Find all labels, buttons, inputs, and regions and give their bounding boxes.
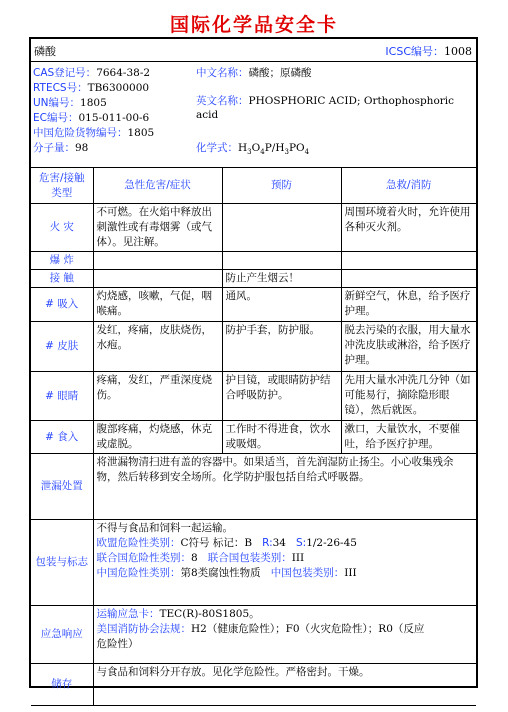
cn-goods-value: 1805 — [127, 127, 155, 139]
row-spill — [31, 454, 476, 520]
rtecs-label: RTECS号： — [33, 82, 88, 94]
row-type: 爆 炸 — [31, 252, 93, 270]
transport-card: 运输应急卡：TEC(R)-80S1805。 — [96, 608, 260, 620]
name-row — [31, 39, 476, 62]
row-prevention: 工作时不得进食，饮水或吸烟。 — [222, 421, 341, 454]
storage-label: 储存 — [31, 664, 93, 706]
row-skin — [31, 322, 476, 372]
header-firstaid: 急救/消防 — [341, 168, 476, 204]
emergency-text — [93, 606, 476, 664]
row-packaging — [31, 520, 476, 606]
hazard-table — [31, 167, 476, 706]
cn-goods-field — [33, 126, 154, 140]
header-prevention: 预防 — [222, 168, 341, 204]
cas-field — [33, 66, 150, 80]
row-prevention — [222, 252, 341, 270]
cn-goods-label: 中国危险货物编号： — [33, 127, 128, 139]
row-symptoms: 不可燃。在火焰中释放出刺激性或有毒烟雾（或气体）。见注解。 — [93, 204, 222, 252]
packaging-label: 包装与标志 — [31, 520, 93, 606]
row-fire — [31, 204, 476, 252]
card-title: 国际化学品安全卡 — [169, 14, 338, 36]
icsc-value: 1008 — [444, 45, 472, 58]
row-symptoms: 腹部疼痛，灼烧感，休克或虚脱。 — [93, 421, 222, 454]
packaging-text — [93, 520, 476, 606]
en-name-value: PHOSPHORIC ACID; Orthophosphoric — [248, 95, 455, 107]
row-firstaid: 脱去污染的衣服，用大量水冲洗皮肤或淋浴，给予医疗护理。 — [341, 322, 476, 372]
row-symptoms: 发红，疼痛，皮肤烧伤，水疱。 — [93, 322, 222, 372]
emergency-label: 应急响应 — [31, 606, 93, 664]
un-label: UN编号： — [33, 97, 81, 109]
en-name-field — [196, 94, 454, 108]
header-symptoms: 急性危害/症状 — [93, 168, 222, 204]
mw-label: 分子量： — [33, 142, 75, 154]
row-prevention: 防止产生烟云！ — [222, 270, 341, 288]
formula-field — [196, 141, 309, 159]
row-type: 火 灾 — [31, 204, 93, 252]
ec-value: 015-011-00-6 — [78, 112, 150, 124]
chemical-name: 磷酸 — [34, 45, 56, 58]
row-symptoms: 疼痛，发红，严重深度烧伤。 — [93, 372, 222, 421]
mw-field — [33, 141, 88, 155]
en-name-continued: acid — [196, 109, 219, 121]
row-firstaid: 先用大量水冲洗几分钟（如可能易行，摘除隐形眼镜），然后就医。 — [341, 372, 476, 421]
cas-value: 7664-38-2 — [96, 67, 151, 79]
row-type: # 皮肤 — [31, 322, 93, 372]
row-symptoms — [93, 270, 222, 288]
cn-name-field — [196, 66, 312, 80]
nfpa-code: 美国消防协会法规：H2（健康危险性）；F0（火灾危险性）；R0（反应 — [96, 623, 425, 635]
un-field — [33, 96, 107, 110]
row-storage — [31, 664, 476, 706]
packaging-line-1: 不得与食品和饲料一起运输。 — [96, 522, 233, 534]
header-type: 危害/接触类型 — [31, 168, 93, 204]
un-value: 1805 — [80, 97, 107, 109]
storage-text: 与食品和饲料分开存放。见化学危险性。严格密封。干燥。 — [93, 664, 476, 706]
row-inhalation — [31, 288, 476, 322]
spill-text: 将泄漏物清扫进有盖的容器中。如果适当，首先润湿防止扬尘。小心收集残余物，然后转移到安全场所。化学防护服包括自给式呼吸器。 — [93, 454, 476, 520]
mw-value: 98 — [75, 142, 89, 154]
formula-value: $H_3O_4P/H_3PO_4$ — [238, 142, 310, 157]
cas-label: CAS登记号： — [33, 67, 97, 79]
en-name-label: 英文名称： — [196, 95, 249, 107]
row-type: # 眼睛 — [31, 372, 93, 421]
cn-name-label: 中文名称： — [196, 67, 249, 79]
icsc-number — [385, 43, 472, 59]
row-explosion — [31, 252, 476, 270]
row-type: 接 触 — [31, 270, 93, 288]
row-symptoms: 灼烧感，咳嗽，气促，咽喉痛。 — [93, 288, 222, 322]
safety-card — [29, 37, 478, 688]
row-type: # 吸入 — [31, 288, 93, 322]
row-firstaid: 新鲜空气，休息，给予医疗护理。 — [341, 288, 476, 322]
row-prevention: 通风。 — [222, 288, 341, 322]
row-prevention: 防护手套，防护服。 — [222, 322, 341, 372]
row-firstaid — [341, 270, 476, 288]
un-classification: 联合国危险性类别：8 联合国包装类别：III — [96, 552, 305, 564]
formula-label: 化学式： — [196, 142, 238, 154]
row-contact — [31, 270, 476, 288]
header-row — [31, 168, 476, 204]
row-eyes — [31, 372, 476, 421]
row-prevention — [222, 204, 341, 252]
rtecs-field — [33, 81, 149, 95]
row-symptoms — [93, 252, 222, 270]
row-prevention: 护目镜，或眼睛防护结合呼吸防护。 — [222, 372, 341, 421]
row-firstaid: 漱口，大量饮水，不要催吐，给予医疗护理。 — [341, 421, 476, 454]
ec-field — [33, 111, 149, 125]
cn-name-value: 磷酸；原磷酸 — [248, 67, 312, 79]
row-firstaid: 周围环境着火时，允许使用各种灭火剂。 — [341, 204, 476, 252]
spill-label: 泄漏处置 — [31, 454, 93, 520]
nfpa-code-continued: 危险性） — [96, 638, 139, 650]
row-type: # 食入 — [31, 421, 93, 454]
icsc-label: ICSC编号： — [385, 45, 444, 58]
row-firstaid — [341, 252, 476, 270]
rtecs-value: TB6300000 — [87, 82, 150, 94]
row-ingestion — [31, 421, 476, 454]
row-emergency — [31, 606, 476, 664]
eu-classification: 欧盟危险性类别：C符号 标记：B R:34 S:1/2-26-45 — [96, 537, 357, 549]
cn-classification: 中国危险性类别：第8类腐蚀性物质 中国包装类别：III — [96, 567, 357, 579]
ec-label: EC编号： — [33, 112, 79, 124]
